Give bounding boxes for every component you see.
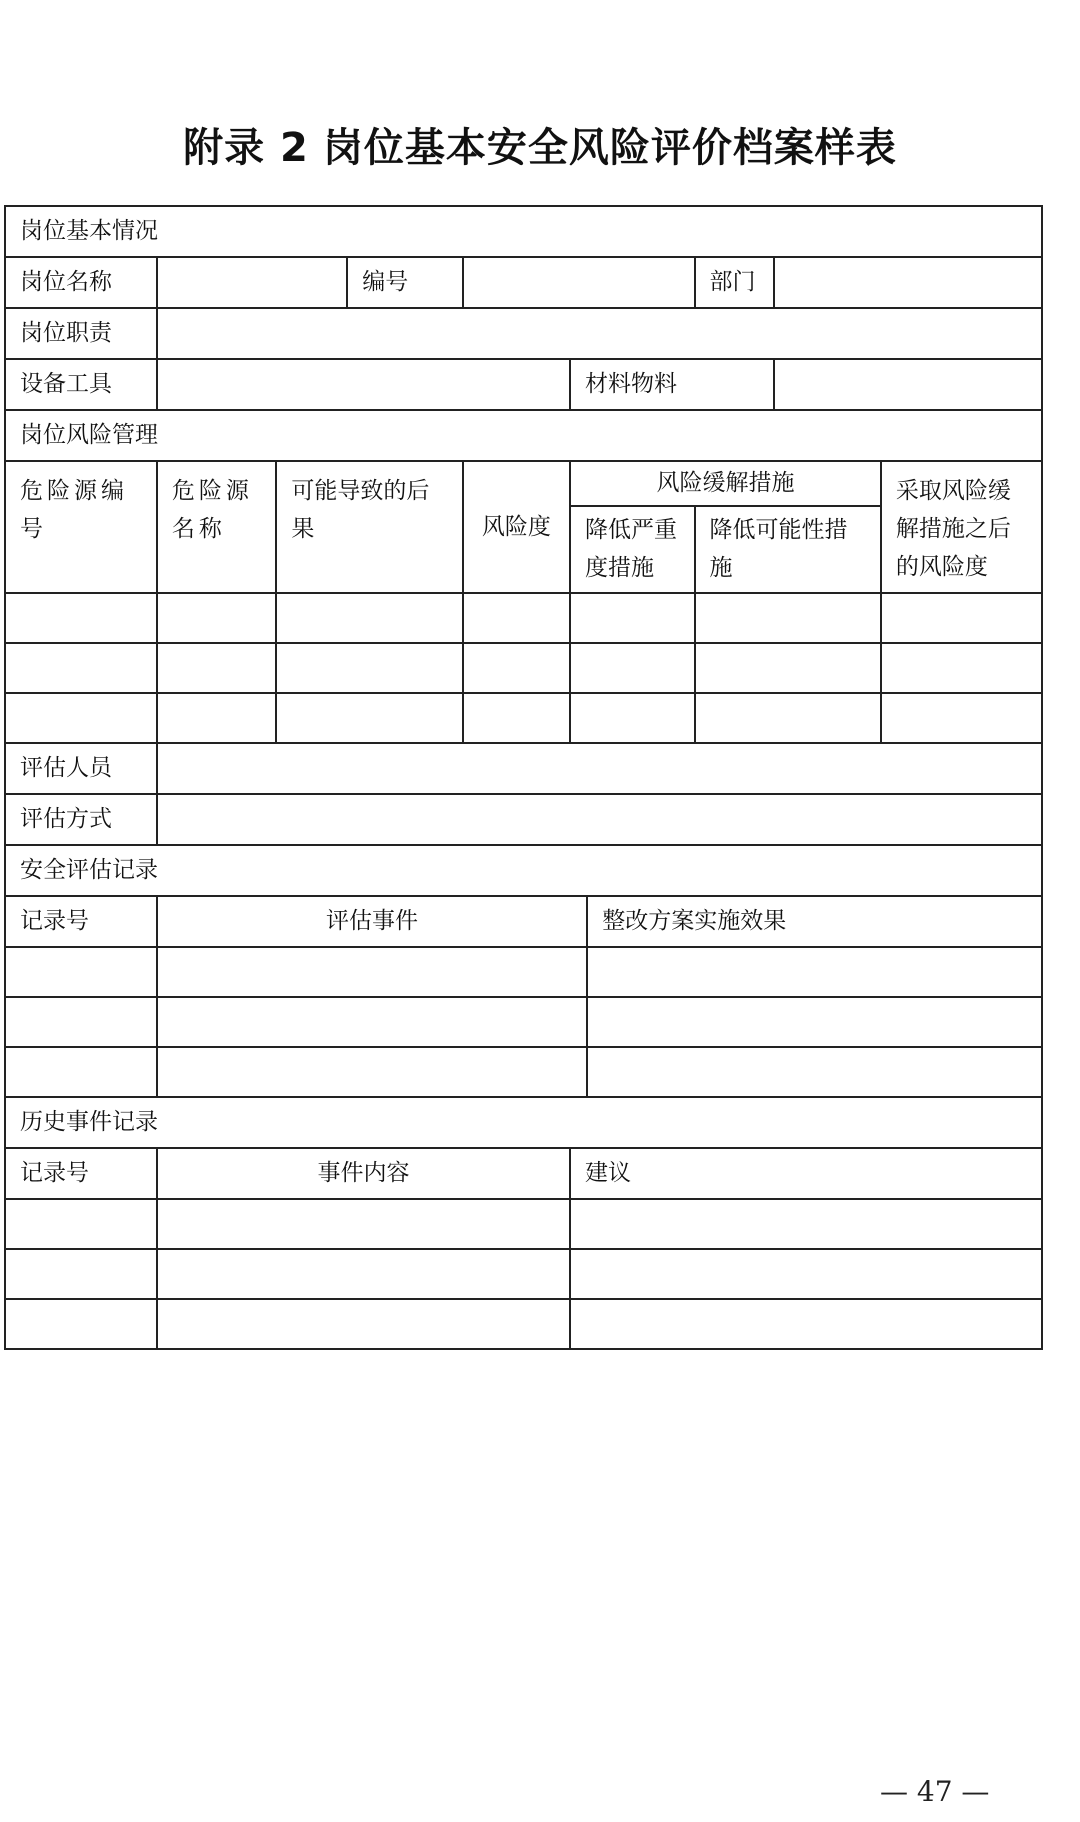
material-value[interactable] xyxy=(774,359,1042,410)
hazard-no-header: 危险源编号 xyxy=(5,461,157,593)
history-suggestion-header: 建议 xyxy=(570,1148,1042,1199)
method-label: 评估方式 xyxy=(5,794,157,845)
basic-section-row xyxy=(5,206,1042,257)
basic-section-label: 岗位基本情况 xyxy=(5,206,1042,257)
assessor-value[interactable] xyxy=(157,743,1042,794)
history-content-header: 事件内容 xyxy=(157,1148,570,1199)
assessor-row xyxy=(5,743,1042,794)
risk-cell[interactable] xyxy=(463,643,570,693)
reduce-probability-header: 降低可能性措施 xyxy=(695,506,881,593)
code-value[interactable] xyxy=(463,257,695,308)
risk-cell[interactable] xyxy=(157,693,276,743)
title-main: 岗位基本安全风险评价档案样表 xyxy=(322,125,897,171)
history-cell[interactable] xyxy=(570,1249,1042,1299)
post-name-row xyxy=(5,257,1042,308)
risk-header-row-1 xyxy=(5,461,1042,506)
safety-record-row xyxy=(5,947,1042,997)
risk-cell[interactable] xyxy=(570,643,695,693)
risk-data-row xyxy=(5,643,1042,693)
safety-record-row xyxy=(5,997,1042,1047)
safety-record-section-label: 安全评估记录 xyxy=(5,845,1042,896)
safety-record-cell[interactable] xyxy=(587,947,1042,997)
equipment-value[interactable] xyxy=(157,359,570,410)
risk-data-row xyxy=(5,593,1042,643)
risk-section-label: 岗位风险管理 xyxy=(5,410,1042,461)
risk-cell[interactable] xyxy=(881,693,1042,743)
history-cell[interactable] xyxy=(5,1299,157,1349)
risk-cell[interactable] xyxy=(881,593,1042,643)
history-cell[interactable] xyxy=(570,1299,1042,1349)
safety-record-effect-header: 整改方案实施效果 xyxy=(587,896,1042,947)
risk-cell[interactable] xyxy=(276,693,462,743)
safety-record-event-header: 评估事件 xyxy=(157,896,587,947)
safety-record-cell[interactable] xyxy=(157,1047,587,1097)
safety-record-cell[interactable] xyxy=(5,1047,157,1097)
history-row xyxy=(5,1299,1042,1349)
duty-label: 岗位职责 xyxy=(5,308,157,359)
page-title xyxy=(0,116,1080,173)
history-cell[interactable] xyxy=(157,1299,570,1349)
history-section-row xyxy=(5,1097,1042,1148)
history-cell[interactable] xyxy=(5,1249,157,1299)
safety-record-cell[interactable] xyxy=(587,1047,1042,1097)
risk-cell[interactable] xyxy=(5,693,157,743)
risk-cell[interactable] xyxy=(5,643,157,693)
code-label: 编号 xyxy=(347,257,462,308)
safety-record-cell[interactable] xyxy=(157,947,587,997)
safety-record-header-row xyxy=(5,896,1042,947)
safety-record-no-header: 记录号 xyxy=(5,896,157,947)
safety-record-cell[interactable] xyxy=(5,997,157,1047)
risk-cell[interactable] xyxy=(570,593,695,643)
history-no-header: 记录号 xyxy=(5,1148,157,1199)
risk-cell[interactable] xyxy=(570,693,695,743)
duty-row xyxy=(5,308,1042,359)
safety-record-cell[interactable] xyxy=(157,997,587,1047)
assessor-label: 评估人员 xyxy=(5,743,157,794)
risk-assessment-form-table xyxy=(4,205,1043,1350)
risk-cell[interactable] xyxy=(695,693,881,743)
method-value[interactable] xyxy=(157,794,1042,845)
history-section-label: 历史事件记录 xyxy=(5,1097,1042,1148)
risk-cell[interactable] xyxy=(276,643,462,693)
equipment-label: 设备工具 xyxy=(5,359,157,410)
reduce-severity-header: 降低严重度措施 xyxy=(570,506,695,593)
residual-risk-header: 采取风险缓解措施之后的风险度 xyxy=(881,461,1042,593)
dept-value[interactable] xyxy=(774,257,1042,308)
history-cell[interactable] xyxy=(157,1249,570,1299)
post-name-value[interactable] xyxy=(157,257,347,308)
history-cell[interactable] xyxy=(570,1199,1042,1249)
equipment-row xyxy=(5,359,1042,410)
risk-cell[interactable] xyxy=(463,693,570,743)
consequence-header: 可能导致的后果 xyxy=(276,461,462,593)
post-name-label: 岗位名称 xyxy=(5,257,157,308)
risk-cell[interactable] xyxy=(5,593,157,643)
risk-cell[interactable] xyxy=(463,593,570,643)
history-cell[interactable] xyxy=(5,1199,157,1249)
risk-cell[interactable] xyxy=(157,593,276,643)
method-row xyxy=(5,794,1042,845)
title-prefix: 附录 2 xyxy=(183,125,309,171)
risk-cell[interactable] xyxy=(695,593,881,643)
history-cell[interactable] xyxy=(157,1199,570,1249)
history-header-row xyxy=(5,1148,1042,1199)
material-label: 材料物料 xyxy=(570,359,774,410)
duty-value[interactable] xyxy=(157,308,1042,359)
hazard-name-header: 危险源名称 xyxy=(157,461,276,593)
history-row xyxy=(5,1199,1042,1249)
dept-label: 部门 xyxy=(695,257,774,308)
mitigation-header: 风险缓解措施 xyxy=(570,461,881,506)
safety-record-cell[interactable] xyxy=(587,997,1042,1047)
safety-record-section-row xyxy=(5,845,1042,896)
risk-level-header: 风险度 xyxy=(463,461,570,593)
page-number: — 47 — xyxy=(880,1775,990,1808)
history-row xyxy=(5,1249,1042,1299)
risk-cell[interactable] xyxy=(695,643,881,693)
safety-record-row xyxy=(5,1047,1042,1097)
risk-cell[interactable] xyxy=(157,643,276,693)
risk-cell[interactable] xyxy=(881,643,1042,693)
safety-record-cell[interactable] xyxy=(5,947,157,997)
risk-data-row xyxy=(5,693,1042,743)
risk-section-row xyxy=(5,410,1042,461)
risk-cell[interactable] xyxy=(276,593,462,643)
